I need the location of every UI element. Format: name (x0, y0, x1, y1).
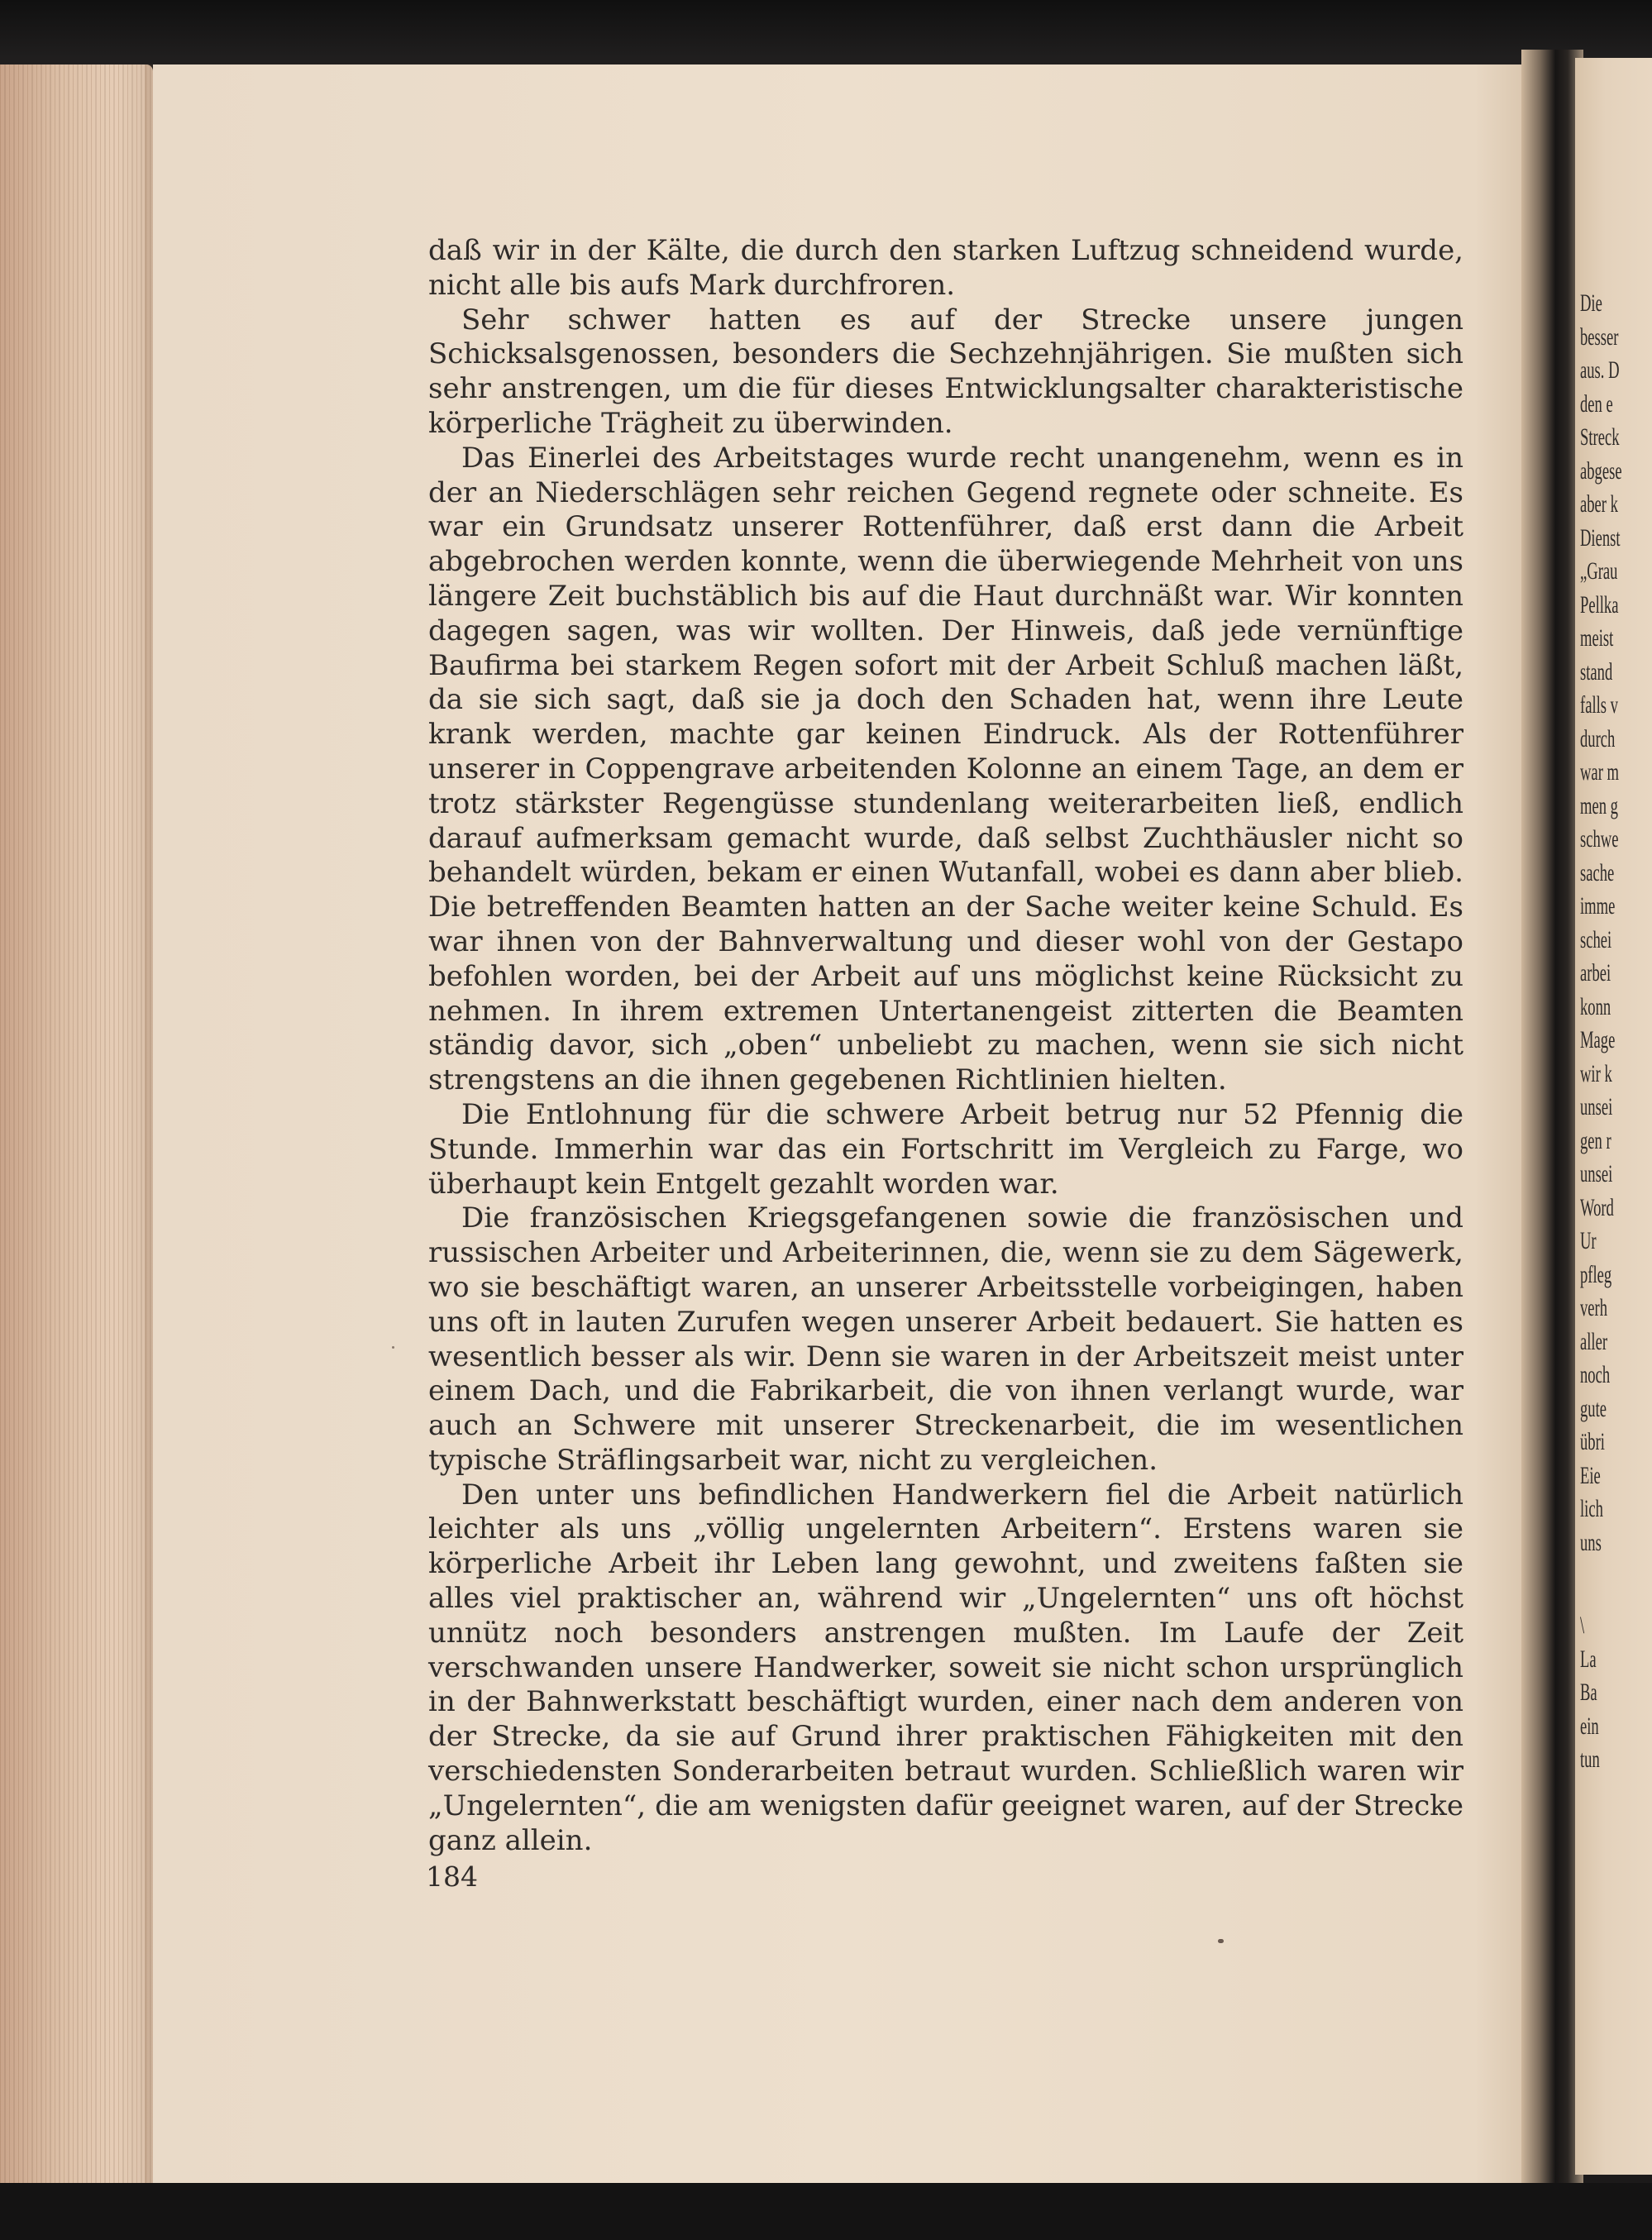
facing-page-fragment: schwe (1580, 825, 1619, 853)
facing-page-fragment: unsei (1580, 1160, 1613, 1187)
facing-page-fragment: den e (1580, 389, 1613, 418)
facing-page-fragment: tun (1580, 1746, 1600, 1773)
paper-speck-small (392, 1346, 394, 1349)
facing-page-fragment: sache (1580, 858, 1615, 886)
facing-page-fragment: „Grau (1580, 557, 1618, 585)
facing-page-fragment: pfleg (1580, 1260, 1612, 1288)
facing-page-fragment: Word (1580, 1193, 1614, 1221)
scan-background-top (0, 0, 1652, 66)
facing-page-fragment: wir k (1580, 1059, 1612, 1087)
facing-page-fragment: noch (1580, 1361, 1611, 1388)
paragraph-4: Die Entlohnung für die schwere Arbeit betrug nur 52 Pfennig die Stunde. Immerhin war das ein Fortschritt im Vergleich zu Farge, wo überhaupt kein Entgelt gezahlt worden war. (428, 1097, 1463, 1201)
facing-page-fragment: meist (1580, 624, 1614, 652)
facing-page-fragment: schei (1580, 925, 1612, 953)
facing-page-fragment: unsei (1580, 1093, 1613, 1120)
facing-page-fragment: Ba (1580, 1679, 1597, 1706)
facing-page-fragment: abgese (1580, 456, 1622, 485)
facing-page-fragment: durch (1580, 724, 1616, 752)
facing-page-fragment: ein (1580, 1712, 1599, 1740)
facing-page-fragment: Ur (1580, 1227, 1597, 1254)
facing-page-sliver (1575, 58, 1652, 2175)
facing-page-fragment: übri (1580, 1428, 1605, 1455)
facing-page-fragment: arbei (1580, 959, 1611, 986)
facing-page-fragment: falls v (1580, 691, 1618, 719)
facing-page-fragment: Streck (1580, 423, 1620, 451)
facing-page-fragment: war m (1580, 758, 1620, 786)
paper-speck (1218, 1939, 1224, 1943)
paragraph-5: Die französischen Kriegsgefangenen sowie die französischen und russischen Arbeiter und Arbeiterinnen, die, wenn sie zu dem Sägewerk, wo sie beschäftigt waren, an unserer Arbeitsstelle vorbeigingen, haben uns oft in lauten Zurufen wegen unserer Arbeit bedauert. Sie hatten es wesentlich besser als wir. Denn sie waren in der Arbeitszeit meist unter einem Dach, und die Fabrikarbeit, die von ihnen verlangt wurde, war auch an Schwere mit unserer Streckenarbeit, die im wesentlichen typische Sträflingsarbeit war, nicht zu vergleichen. (428, 1201, 1463, 1477)
facing-page-fragment: Pellka (1580, 590, 1619, 619)
paragraph-6: Den unter uns befindlichen Handwerkern fiel die Arbeit natürlich leichter als uns „völlig ungelernten Arbeitern“. Erstens waren sie körperliche Arbeit ihr Leben lang gewohnt, und zweitens faßten sie alles viel praktischer an, während wir „Ungelernten“ uns oft höchst unnütz noch besonders anstrengen mußten. Im Laufe der Zeit verschwanden unsere Handwerker, soweit sie nicht schon ursprünglich in der Bahnwerkstatt beschäftigt wurden, einer nach dem anderen von der Strecke, da sie auf Grund ihrer praktischen Fähigkeiten mit den verschiedensten Sonderarbeiten betraut wurden. Schließlich waren wir „Ungelernten“, die am wenigsten dafür geeignet waren, auf der Strecke ganz allein. (428, 1478, 1463, 1857)
facing-page-fragment: men g (1580, 791, 1618, 819)
paragraph-1: daß wir in der Kälte, die durch den starken Luftzug schneidend wurde, nicht alle bis aufs Mark durchfroren. (428, 234, 1463, 302)
book-gutter (1521, 50, 1583, 2199)
facing-page-fragment: verh (1580, 1294, 1608, 1321)
facing-page-fragment: lich (1580, 1495, 1603, 1522)
scan-background-bottom (0, 2183, 1652, 2240)
paragraph-3: Das Einerlei des Arbeitstages wurde recht unangenehm, wenn es in der an Niederschlägen sehr reichen Gegend regnete oder schneite. Es war ein Grundsatz unserer Rottenführer, daß erst dann die Arbeit abgebrochen werden konnte, wenn die überwiegende Mehrheit von uns längere Zeit buchstäblich bis auf die Haut durchnäßt war. Wir konnten dagegen sagen, was wir wollten. Der Hinweis, daß jede vernünftige Baufirma bei starkem Regen sofort mit der Arbeit Schluß machen läßt, da sie sich sagt, daß sie ja doch den Schaden hat, wenn ihre Leute krank werden, machte gar keinen Eindruck. Als der Rottenführer unserer in Coppengrave arbeitenden Kolonne an einem Tage, an dem er trotz stärkster Regengüsse stundenlang weiterarbeiten ließ, endlich darauf aufmerksam gemacht wurde, daß selbst Zuchthäusler nicht so behandelt würden, bekam er einen Wutanfall, wobei es dann aber blieb. Die betreffenden Beamten hatten an der Sache weiter keine Schuld. Es war ihnen von der Bahnverwaltung und dieser wohl von der Gestapo befohlen worden, bei der Arbeit auf uns möglichst keine Rücksicht zu nehmen. In ihrem extremen Untertanengeist zitterten die Beamten ständig davor, sich „oben“ unbeliebt zu machen, wenn sie sich nicht strengstens an die ihnen gegebenen Richtlinien hielten. (428, 441, 1463, 1097)
facing-page-fragment: stand (1580, 657, 1613, 685)
facing-page-fragment: aus. D (1580, 356, 1620, 384)
facing-page-fragment: konn (1580, 992, 1611, 1020)
facing-page-fragment: La (1580, 1645, 1597, 1673)
facing-page-fragment: Dienst (1580, 523, 1621, 552)
facing-page-fragment: Die (1580, 289, 1602, 317)
page-number: 184 (426, 1860, 478, 1893)
facing-page-fragment: Mage (1580, 1026, 1616, 1053)
stacked-page-edges (0, 64, 153, 2214)
facing-page-fragment: uns (1580, 1528, 1602, 1556)
facing-page-fragment: aber k (1580, 490, 1618, 518)
facing-page-fragment: gen r (1580, 1126, 1611, 1154)
facing-page-fragment: \ (1580, 1612, 1585, 1639)
facing-page-fragment: gute (1580, 1394, 1607, 1422)
facing-page-fragment: besser (1580, 322, 1619, 351)
facing-page-fragment: Eie (1580, 1461, 1601, 1489)
paragraph-2: Sehr schwer hatten es auf der Strecke unsere jungen Schicksalsgenossen, besonders die Sechzehnjährigen. Sie mußten sich sehr anstrengen, um die für dieses Entwicklungsalter charakteristische körperliche Trägheit zu überwinden. (428, 303, 1463, 440)
page-body-text (428, 234, 1463, 1858)
facing-page-fragment: aller (1580, 1327, 1608, 1355)
facing-page-fragment: imme (1580, 892, 1616, 919)
